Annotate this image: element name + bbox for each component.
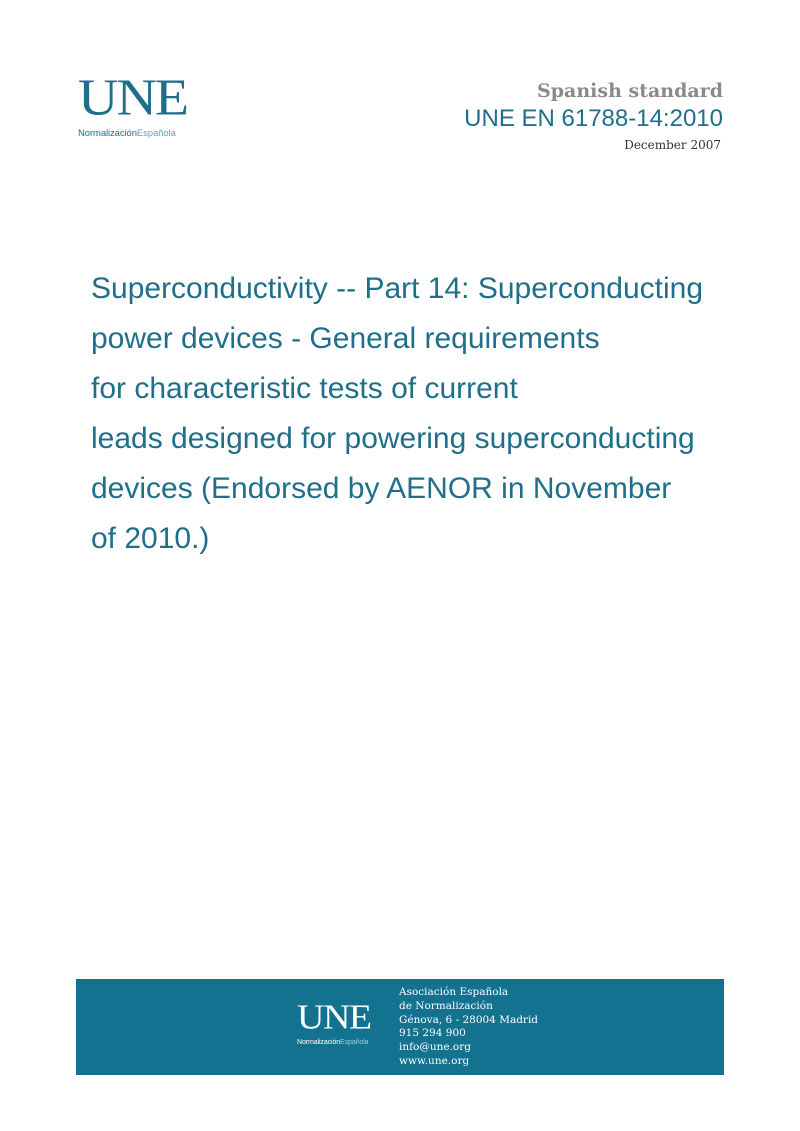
logo-subtitle-dark: Normalización (78, 128, 137, 139)
standard-code: UNE EN 61788-14:2010 (464, 105, 723, 132)
title-line: of 2010.) (91, 522, 210, 555)
footer-logo-subtitle (297, 1039, 387, 1046)
organization-contact (399, 986, 538, 1069)
title-line: devices (Endorsed by AENOR in November (91, 472, 672, 505)
standard-date: December 2007 (624, 138, 721, 152)
title-line: power devices - General requirements (91, 322, 600, 355)
title-line: Superconductivity -- Part 14: Superconducting (91, 272, 703, 305)
document-title (91, 264, 771, 564)
organization-address: Génova, 6 - 28004 Madrid (399, 1013, 539, 1026)
footer-band (76, 979, 724, 1075)
organization-name-line: de Normalización (399, 999, 493, 1012)
footer-logo-subtitle-dark: Normalización (297, 1039, 341, 1046)
organization-website: www.une.org (399, 1054, 470, 1067)
footer-logo-mark: UNE (297, 998, 371, 1037)
footer-logo-subtitle-light: Española (340, 1039, 369, 1046)
organization-phone: 915 294 900 (399, 1027, 466, 1040)
une-logo-subtitle (78, 128, 218, 139)
title-line: for characteristic tests of current (91, 372, 518, 405)
logo-subtitle-light: Española (136, 128, 176, 139)
une-logo (78, 69, 218, 144)
standard-header (464, 78, 723, 156)
standard-label: Spanish standard (537, 80, 723, 102)
une-logo-mark: UNE (78, 69, 188, 127)
organization-email: info@une.org (399, 1041, 471, 1054)
footer-une-logo (297, 998, 387, 1046)
organization-name-line: Asociación Española (399, 986, 509, 998)
title-line: leads designed for powering superconducting (91, 422, 695, 455)
